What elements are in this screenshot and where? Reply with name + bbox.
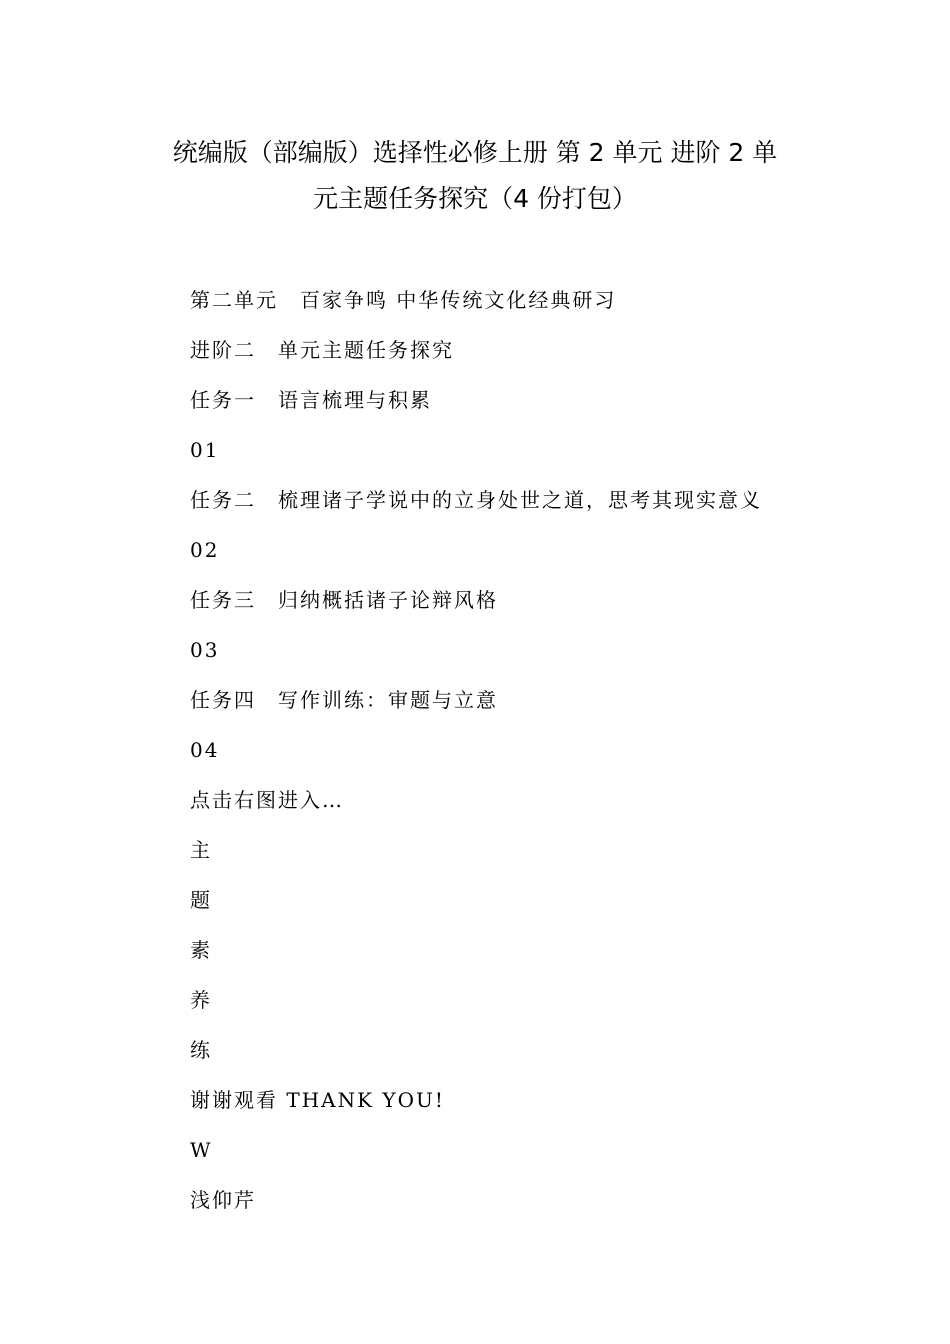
closing-line: 浅仰芹	[190, 1188, 256, 1212]
title-line-2: 元主题任务探究（4 份打包）	[313, 184, 637, 213]
letter-line: W	[190, 1138, 213, 1162]
document-title	[0, 130, 950, 222]
unit-heading: 第二单元 百家争鸣 中华传统文化经典研习	[190, 288, 617, 312]
document-body	[190, 282, 910, 1232]
vertical-char: 素	[190, 938, 212, 962]
task-3-number: 03	[190, 638, 220, 662]
task-2-number: 02	[190, 538, 220, 562]
vertical-char: 养	[190, 988, 212, 1012]
level-heading: 进阶二 单元主题任务探究	[190, 338, 454, 362]
vertical-char: 练	[190, 1038, 212, 1062]
task-4-number: 04	[190, 738, 220, 762]
task-2-heading: 任务二 梳理诸子学说中的立身处世之道，思考其现实意义	[190, 488, 762, 512]
click-prompt: 点击右图进入…	[190, 788, 344, 812]
task-1-number: 01	[190, 438, 220, 462]
task-4-heading: 任务四 写作训练：审题与立意	[190, 688, 498, 712]
task-1-heading: 任务一 语言梳理与积累	[190, 388, 432, 412]
vertical-char: 题	[190, 888, 212, 912]
vertical-char: 主	[190, 838, 212, 862]
thank-you-line: 谢谢观看 THANK YOU!	[190, 1088, 445, 1112]
title-line-1: 统编版（部编版）选择性必修上册 第 2 单元 进阶 2 单	[172, 138, 778, 167]
task-3-heading: 任务三 归纳概括诸子论辩风格	[190, 588, 498, 612]
